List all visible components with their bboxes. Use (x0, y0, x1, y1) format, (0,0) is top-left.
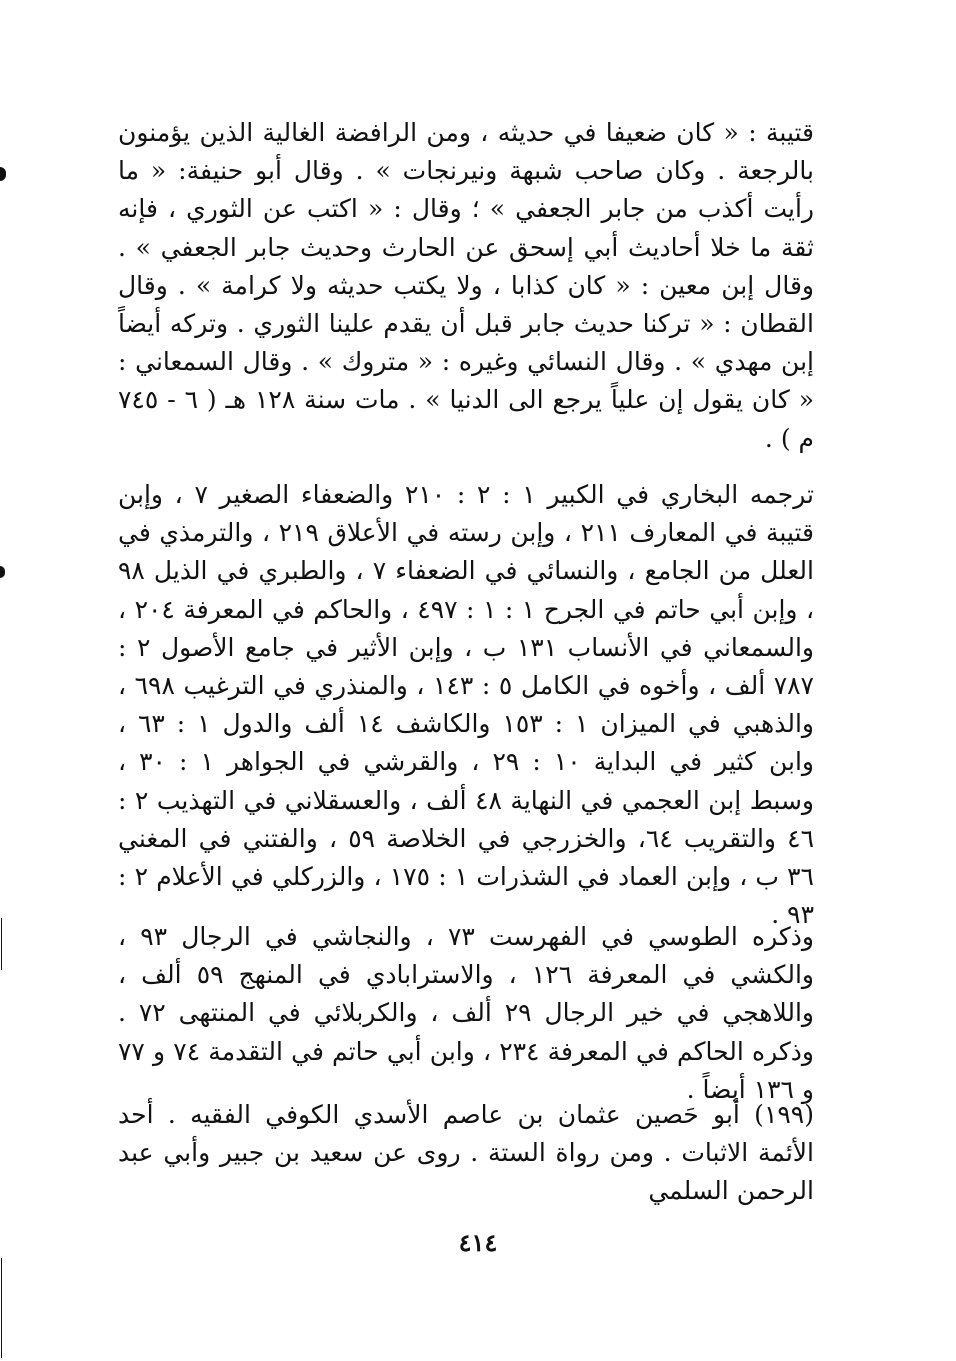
page-number: ٤١٤ (458, 1228, 498, 1257)
paragraph-sunni-sources: ترجمه البخاري في الكبير ١ : ٢ : ٢١٠ والضعفاء الصغير ٧ ، وإبن قتيبة في المعارف ٢١١ ، وإبن رسته في الأعلاق ٢١٩ ، والترمذي في العلل من الجامع ، والنسائي في الضعفاء ٧ ، والطبري في الذيل ٩٨ ، وإبن أبي حاتم في الجرح ١ : ١ : ٤٩٧ ، والحاكم في المعرفة ٢٠٤ ، والسمعاني في الأنساب ١٣١ ب ، وإبن الأثير في جامع الأصول ٢ : ٧٨٧ ألف ، وأخوه في الكامل ٥ : ١٤٣ ، والمنذري في الترغيب ٦٩٨ ، والذهبي في الميزان ١ : ١٥٣ والكاشف ١٤ ألف والدول ١ : ٦٣ ، وابن كثير في البداية ١٠ : ٢٩ ، والقرشي في الجواهر ١ : ٣٠ ، وسبط إبن العجمي في النهاية ٤٨ ألف ، والعسقلاني في التهذيب ٢ : ٤٦ والتقريب ٦٤، والخزرجي في الخلاصة ٥٩ ، والفتني في المغني ٣٦ ب ، وإبن العماد في الشذرات ١ : ١٧٥ ، والزركلي في الأعلام ٢ : ٩٣ . (118, 480, 815, 930)
paragraph-shia-sources: وذكره الطوسي في الفهرست ٧٣ ، والنجاشي في الرجال ٩٣ ، والكشي في المعرفة ١٢٦ ، والاسترابادي في المنهج ٥٩ ألف ، واللاهجي في خير الرجال ٢٩ ألف ، والكربلائي في المنتهى ٧٢ . وذكره الحاكم في المعرفة ٢٣٤ ، وابن أبي حاتم في التقدمة ٧٤ و ٧٧ و ١٣٦ أيضاً . (118, 922, 815, 1104)
scan-margin-mark (0, 167, 6, 181)
scan-margin-mark (0, 566, 5, 578)
scan-edge-line (1, 918, 2, 970)
paragraph-biography-continued: قتيبة : « كان ضعيفا في حديثه ، ومن الرافضة الغالية الذين يؤمنون بالرجعة . وكان صاحب شبهة ونيرنجات » . وقال أبو حنيفة: « ما رأيت أكذب من جابر الجعفي » ؛ وقال : « اكتب عن الثوري ، فإنه ثقة ما خلا أحاديث أبي إسحق عن الحارث وحديث جابر الجعفي » . وقال إبن معين : « كان كذابا ، ولا يكتب حديثه ولا كرامة » . وقال القطان : « تركنا حديث جابر قبل أن يقدم علينا الثوري . وتركه أيضاً إبن مهدي » . وقال النسائي وغيره : « متروك » . وقال السمعاني : « كان يقول إن علياً يرجع الى الدنيا » . مات سنة ١٢٨ هـ ( ٦ - ٧٤٥ م ) . (118, 118, 815, 453)
paragraph-entry-199: (١٩٩) أبو حَصين عثمان بن عاصم الأسدي الكوفي الفقيه . أحد الأئمة الاثبات . ومن رواة الستة . روى عن سعيد بن جبير وأبي عبد الرحمن السلمي (118, 1100, 814, 1206)
scan-edge-line (1, 1258, 2, 1358)
